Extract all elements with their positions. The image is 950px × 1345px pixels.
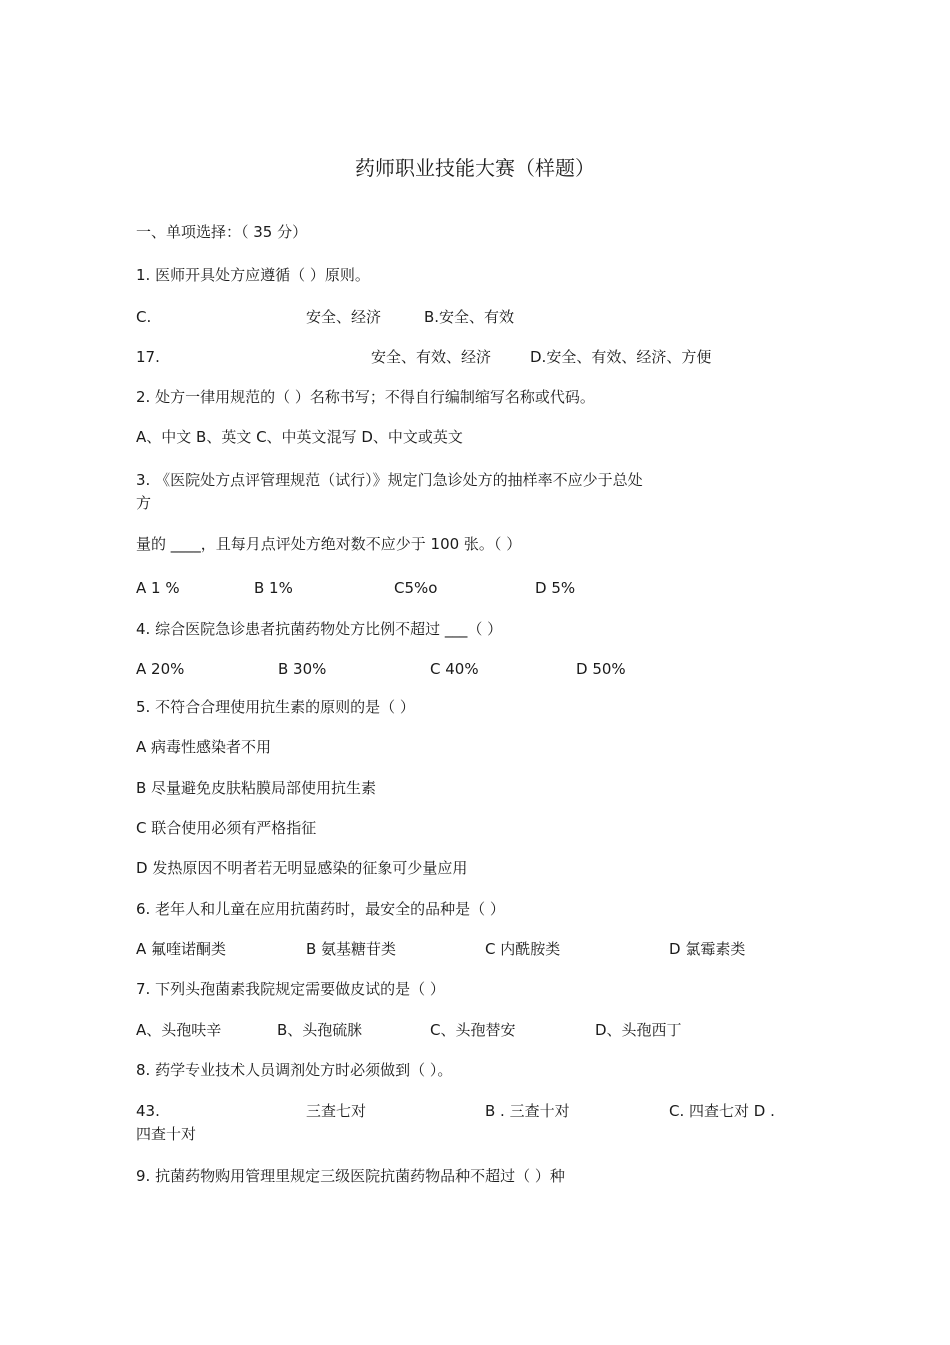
q5-option-d: D 发热原因不明者若无明显感染的征象可少量应用	[136, 859, 468, 877]
q6-option-a: A 氟喹诺酮类	[136, 940, 227, 958]
question-1: 1. 医师开具处方应遵循（ ）原则。	[136, 266, 370, 284]
document-title: 药师职业技能大赛（样题）	[355, 156, 595, 180]
q5-option-c: C 联合使用必须有严格指征	[136, 819, 317, 837]
q4-option-b: B 30%	[278, 660, 327, 678]
question-3-line-3: 量的 ____，且每月点评处方绝对数不应少于 100 张。（ ）	[136, 535, 522, 553]
q5-option-a: A 病毒性感染者不用	[136, 738, 272, 756]
question-7: 7. 下列头孢菌素我院规定需要做皮试的是（ ）	[136, 980, 445, 998]
question-3-line-1: 3. 《医院处方点评管理规范（试行）》规定门急诊处方的抽样率不应少于总处	[136, 471, 643, 489]
q8-option-a: 三查七对	[306, 1102, 367, 1120]
q8-option-b: B . 三查十对	[485, 1102, 570, 1120]
q5-option-b: B 尽量避免皮肤粘膜局部使用抗生素	[136, 779, 377, 797]
question-3-line-2: 方	[136, 494, 152, 512]
q4-option-a: A 20%	[136, 660, 185, 678]
q8-option-d: 四查十对	[136, 1125, 197, 1143]
q6-option-d: D 氯霉素类	[669, 940, 746, 958]
q7-option-a: A、头孢呋辛	[136, 1021, 222, 1039]
q8-option-c: C. 四查七对 D .	[669, 1102, 775, 1120]
q7-option-c: C、头孢替安	[430, 1021, 516, 1039]
q4-option-d: D 50%	[576, 660, 626, 678]
question-8: 8. 药学专业技术人员调剂处方时必须做到（ ）。	[136, 1061, 453, 1079]
q7-option-b: B、头孢硫脒	[277, 1021, 363, 1039]
q4-option-c: C 40%	[430, 660, 479, 678]
question-6: 6. 老年人和儿童在应用抗菌药时，最安全的品种是（ ）	[136, 900, 505, 918]
question-5: 5. 不符合合理使用抗生素的原则的是（ ）	[136, 698, 415, 716]
q3-option-b: B 1%	[254, 579, 293, 597]
q3-option-d: D 5%	[535, 579, 576, 597]
q1-option-d: D.安全、有效、经济、方便	[530, 348, 712, 366]
q1-option-c: 安全、有效、经济	[371, 348, 492, 366]
q1-option-a: 安全、经济	[306, 308, 382, 326]
q1-option-number: C.	[136, 308, 152, 326]
question-4: 4. 综合医院急诊患者抗菌药物处方比例不超过 ___（ ）	[136, 620, 503, 638]
question-9: 9. 抗菌药物购用管理里规定三级医院抗菌药物品种不超过（ ）种	[136, 1167, 565, 1185]
q8-option-number: 43.	[136, 1102, 160, 1120]
q2-options: A、中文 B、英文 C、中英文混写 D、中文或英文	[136, 428, 463, 446]
q1-option-number-2: 17.	[136, 348, 160, 366]
q7-option-d: D、头孢西丁	[595, 1021, 682, 1039]
q6-option-b: B 氨基糖苷类	[306, 940, 397, 958]
q6-option-c: C 内酰胺类	[485, 940, 561, 958]
section-heading: 一、单项选择：（ 35 分）	[136, 223, 308, 241]
q3-option-c: C5%o	[394, 579, 438, 597]
q3-option-a: A 1 %	[136, 579, 180, 597]
question-2: 2. 处方一律用规范的（ ）名称书写；不得自行编制缩写名称或代码。	[136, 388, 595, 406]
q1-option-b: B.安全、有效	[424, 308, 515, 326]
